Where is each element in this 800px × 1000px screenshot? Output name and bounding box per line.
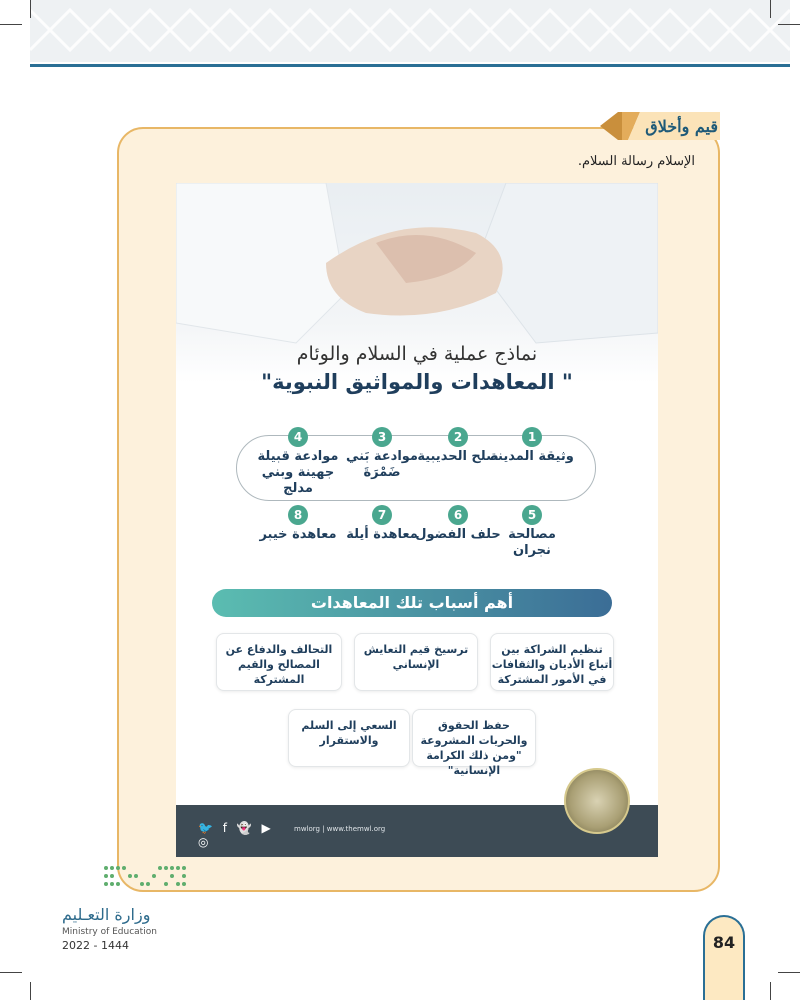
crop-mark bbox=[0, 24, 22, 25]
timeline-label: صلح الحديبية bbox=[417, 449, 499, 464]
section-badge-label: قيم وأخلاق bbox=[645, 117, 718, 136]
page-number: 84 bbox=[712, 933, 736, 952]
header-pattern bbox=[30, 0, 790, 62]
timeline-number: 6 bbox=[448, 505, 468, 525]
footer-links: mwlorg | www.themwl.org bbox=[294, 825, 386, 833]
reasons-title: أهم أسباب تلك المعاهدات bbox=[212, 589, 612, 617]
timeline-label: معاهدة أيلة bbox=[346, 527, 418, 542]
intro-text: الإسلام رسالة السلام. bbox=[577, 154, 695, 169]
ministry-logo-dots bbox=[100, 862, 192, 892]
header-divider bbox=[30, 64, 790, 67]
crop-mark bbox=[770, 0, 771, 18]
ministry-name-arabic: وزارة التعـليم bbox=[62, 905, 151, 924]
infographic bbox=[176, 183, 658, 857]
page-number-tab bbox=[703, 915, 745, 1000]
crop-mark bbox=[0, 972, 22, 973]
social-icons: 🐦 f 👻 ▶ ◎ bbox=[198, 821, 274, 849]
timeline-label: حلف الفضول bbox=[415, 527, 501, 542]
crop-mark bbox=[30, 0, 31, 18]
organization-seal-logo bbox=[564, 768, 630, 834]
timeline-number: 8 bbox=[288, 505, 308, 525]
timeline-label: موادعة بَني ضَمْرَةَ bbox=[346, 449, 418, 480]
timeline-number: 7 bbox=[372, 505, 392, 525]
timeline-label: وثيقة المدينة bbox=[490, 449, 574, 464]
crop-mark bbox=[778, 24, 800, 25]
timeline-number: 2 bbox=[448, 427, 468, 447]
timeline-number: 3 bbox=[372, 427, 392, 447]
timeline-number: 5 bbox=[522, 505, 542, 525]
timeline-number: 1 bbox=[522, 427, 542, 447]
reason-box: ترسيخ قيم التعايش الإنساني bbox=[354, 633, 478, 691]
crop-mark bbox=[778, 972, 800, 973]
reason-box: حفظ الحقوق والحريات المشروعة "ومن ذلك الكرامة الإنسانية" bbox=[412, 709, 536, 767]
reason-box: التحالف والدفاع عن المصالح والقيم المشتركة bbox=[216, 633, 342, 691]
ministry-name-english: Ministry of Education bbox=[62, 927, 157, 937]
timeline-number: 4 bbox=[288, 427, 308, 447]
reason-box: السعي إلى السلم والاستقرار bbox=[288, 709, 410, 767]
heading-line-2: " المعاهدات والمواثيق النبوية" bbox=[261, 370, 573, 394]
timeline-label: مصالحة نجران bbox=[508, 527, 556, 558]
reason-box: تنظيم الشراكة بين أتباع الأديان والثقافات في الأمور المشتركة bbox=[490, 633, 614, 691]
crop-mark bbox=[770, 982, 771, 1000]
timeline-label: معاهدة خيبر bbox=[259, 527, 337, 542]
heading-line-1: نماذج عملية في السلام والوئام bbox=[296, 343, 538, 365]
crop-mark bbox=[30, 982, 31, 1000]
ministry-year: 2022 - 1444 bbox=[62, 939, 129, 952]
timeline-label: موادعة قبيلة جهينة وبني مدلج bbox=[257, 449, 339, 496]
